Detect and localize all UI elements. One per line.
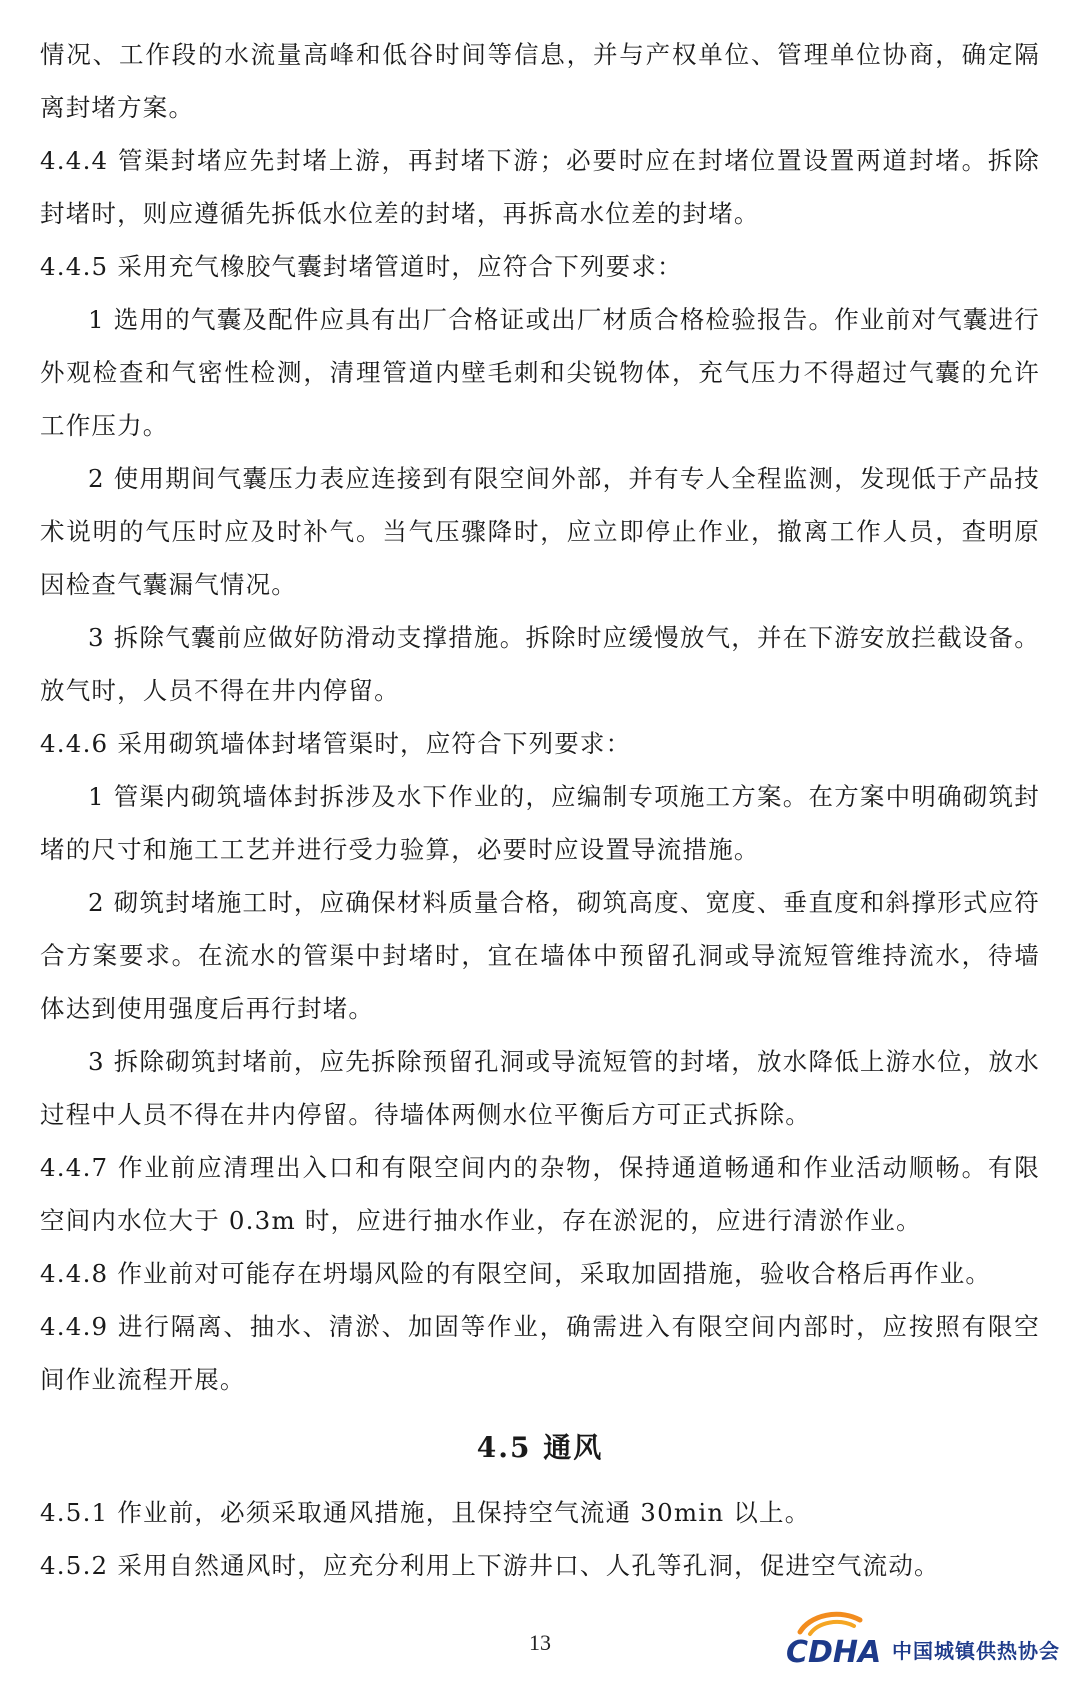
clause-4-4-7: 4.4.7 作业前应清理出入口和有限空间内的杂物，保持通道畅通和作业活动顺畅。有限空间内水位大于 0.3m 时，应进行抽水作业，存在淤泥的，应进行清淤作业。: [40, 1153, 1040, 1235]
clause-4-4-4: 4.4.4 管渠封堵应先封堵上游，再封堵下游；必要时应在封堵位置设置两道封堵。拆除封堵时，则应遵循先拆低水位差的封堵，再拆高水位差的封堵。: [40, 146, 1040, 228]
clause-4-4-6-item-1: 1 管渠内砌筑墙体封拆涉及水下作业的，应编制专项施工方案。在方案中明确砌筑封堵的尺寸和施工工艺并进行受力验算，必要时应设置导流措施。: [40, 782, 1040, 864]
clause-4-4-5-item-2: 2 使用期间气囊压力表应连接到有限空间外部，并有专人全程监测，发现低于产品技术说明的气压时应及时补气。当气压骤降时，应立即停止作业，撤离工作人员，查明原因检查气囊漏气情况。: [40, 464, 1040, 599]
clause-4-4-5-item-3: 3 拆除气囊前应做好防滑动支撑措施。拆除时应缓慢放气，并在下游安放拦截设备。放气时，人员不得在井内停留。: [40, 623, 1040, 705]
clause-4-5-1: 4.5.1 作业前，必须采取通风措施，且保持空气流通 30min 以上。: [40, 1498, 811, 1527]
clause-4-5-2: 4.5.2 采用自然通风时，应充分利用上下游井口、人孔等孔洞，促进空气流动。: [40, 1551, 940, 1580]
clause-4-4-5: 4.4.5 采用充气橡胶气囊封堵管道时，应符合下列要求：: [40, 252, 683, 281]
association-logo: [782, 1610, 1072, 1680]
cdha-logo-icon: [782, 1610, 892, 1680]
clause-4-4-5-item-1: 1 选用的气囊及配件应具有出厂合格证或出厂材质合格检验报告。作业前对气囊进行外观检查和气密性检测，清理管道内壁毛刺和尖锐物体，充气压力不得超过气囊的允许工作压力。: [40, 305, 1040, 440]
section-heading: 4.5 通风: [476, 1431, 604, 1464]
paragraph: 情况、工作段的水流量高峰和低谷时间等信息，并与产权单位、管理单位协商，确定隔离封堵方案。: [40, 40, 1040, 122]
logo-mark: CDHA: [786, 1635, 882, 1670]
document-body: [40, 28, 1040, 1592]
clause-4-4-6: 4.4.6 采用砌筑墙体封堵管渠时，应符合下列要求：: [40, 729, 632, 758]
logo-org-name: 中国城镇供热协会: [892, 1639, 1060, 1663]
clause-4-4-9: 4.4.9 进行隔离、抽水、清淤、加固等作业，确需进入有限空间内部时，应按照有限空间作业流程开展。: [40, 1312, 1040, 1394]
clause-4-4-6-item-3: 3 拆除砌筑封堵前，应先拆除预留孔洞或导流短管的封堵，放水降低上游水位，放水过程中人员不得在井内停留。待墙体两侧水位平衡后方可正式拆除。: [40, 1047, 1040, 1129]
clause-4-4-8: 4.4.8 作业前对可能存在坍塌风险的有限空间，采取加固措施，验收合格后再作业。: [40, 1259, 992, 1288]
page-number: 13: [529, 1630, 551, 1655]
clause-4-4-6-item-2: 2 砌筑封堵施工时，应确保材料质量合格，砌筑高度、宽度、垂直度和斜撑形式应符合方案要求。在流水的管渠中封堵时，宜在墙体中预留孔洞或导流短管维持流水，待墙体达到使用强度后再行封堵。: [40, 888, 1040, 1023]
